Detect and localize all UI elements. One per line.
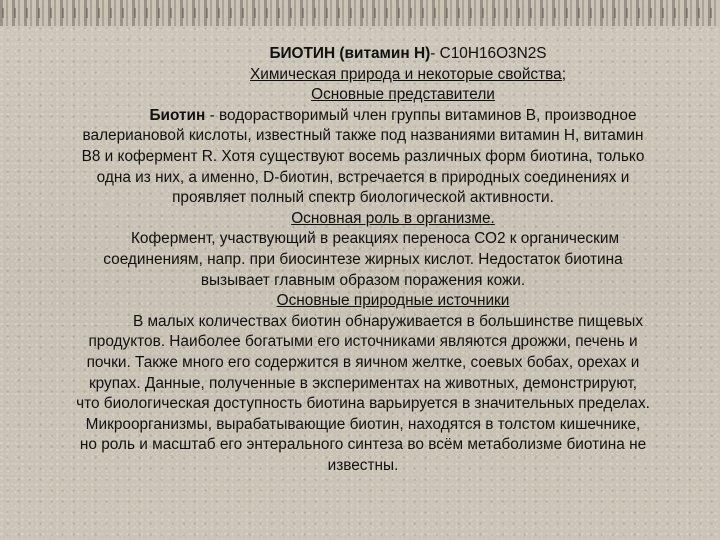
decorative-top-border <box>0 0 720 26</box>
para3-line-5: что биологическая доступность биотина варьируется в значительных пределах. <box>76 395 650 413</box>
para3-line-3: почки. Также много его содержится в яичном желтке, соевых бобах, орехах и <box>86 353 640 371</box>
biotin-lead-word: Биотин <box>149 106 206 124</box>
heading-main-representatives: Основные представители <box>311 86 495 104</box>
para2-line-2: соединениям, напр. при биосинтезе жирных кислот. Недостаток биотина <box>103 250 623 268</box>
title-name: БИОТИН <box>269 45 336 62</box>
para3-line-4: крупах. Данные, полученные в экспериментах на животных, демонстрируют, <box>88 374 638 392</box>
para3-line-1: В малых количествах биотин обнаруживается в большинстве пищевых <box>132 312 644 330</box>
para2-line-3: вызывает главным образом поражения кожи. <box>200 271 526 289</box>
heading-main-role: Основная роль в организме. <box>291 209 495 227</box>
slide-title <box>108 44 708 65</box>
title-vitamin: (витамин Н) <box>339 45 431 62</box>
para1-line-1: Биотин - водорастворимый член группы витаминов В, производное <box>149 106 637 124</box>
para2-line-1: Кофермент, участвующий в реакциях переноса СО2 к органическим <box>130 230 620 248</box>
para3-line-6: Микроорганизмы, вырабатывающие биотин, находятся в толстом кишечнике, <box>85 415 641 433</box>
para1-line-2: валериановой кислоты, известный также под названиями витамин Н, витамин <box>82 127 644 145</box>
para3-line-2: продуктов. Наиболее богатыми его источниками являются дрожжи, печень и <box>88 333 638 351</box>
para1-line-4: одна из них, а именно, D-биотин, встречается в природных соединениях и <box>96 168 630 186</box>
title-formula: - C10H16O3N2S <box>430 45 547 62</box>
para3-line-8: известны. <box>327 456 399 474</box>
para1-line-3: В8 и кофермент R. Хотя существуют восемь различных форм биотина, только <box>81 147 645 165</box>
para3-line-7: но роль и масштаб его энтерального синтеза во всём метаболизме биотина не <box>79 436 647 454</box>
slide-content <box>18 44 708 476</box>
heading-nature: Химическая природа и некоторые свойства; <box>249 65 567 83</box>
para1-line-5: проявляет полный спектр биологической активности. <box>172 189 554 207</box>
heading-natural-sources: Основные природные источники <box>276 292 510 310</box>
